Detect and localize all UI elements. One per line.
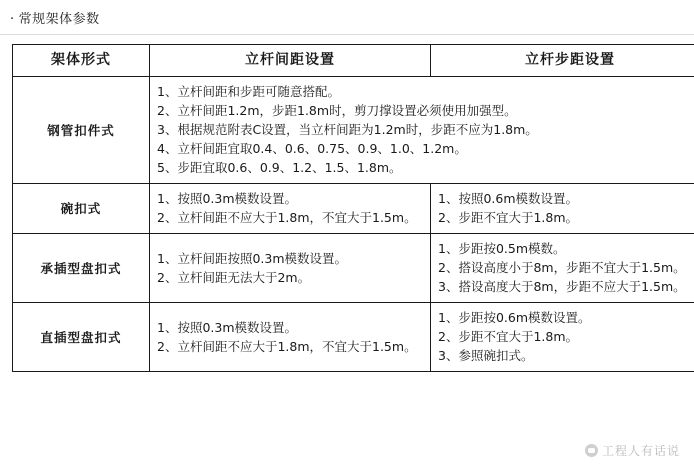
cell-line: 3、根据规范附表C设置，当立杆间距为1.2m时，步距不应为1.8m。 xyxy=(157,122,538,137)
column-header-form: 架体形式 xyxy=(13,45,150,77)
page-title xyxy=(10,12,100,28)
table-body xyxy=(13,77,694,372)
table-row xyxy=(13,184,694,234)
column-header-spacing: 立杆间距设置 xyxy=(150,45,431,77)
header-divider xyxy=(0,34,694,35)
cell-spacing-steel-pipe-coupler xyxy=(150,77,694,184)
cell-spacing-socket-disc-lock xyxy=(150,234,431,303)
column-header-step: 立杆步距设置 xyxy=(431,45,694,77)
cell-line: 2、立杆间距无法大于2m。 xyxy=(157,269,311,285)
table-header xyxy=(13,45,694,77)
watermark-text: 工程人有话说 xyxy=(601,444,680,458)
cell-step-straight-disc-lock xyxy=(431,303,694,372)
cell-spacing-straight-disc-lock xyxy=(150,303,431,372)
table-row xyxy=(13,77,694,184)
watermark xyxy=(585,442,680,459)
cell-line: 2、搭设高度小于8m，步距不宜大于1.5m。 xyxy=(438,260,686,275)
cell-line: 1、步距按0.5m模数。 xyxy=(438,241,566,256)
cell-step-socket-disc-lock xyxy=(431,234,694,303)
cell-line: 2、步距不宜大于1.8m。 xyxy=(438,329,579,344)
cell-line: 5、步距宜取0.6、0.9、1.2、1.5、1.8m。 xyxy=(157,160,402,175)
cell-spacing-bowl-coupler xyxy=(150,184,431,234)
cell-line: 2、步距不宜大于1.8m。 xyxy=(438,210,579,225)
cell-line: 1、按照0.3m模数设置。 xyxy=(157,319,298,335)
table-header-row xyxy=(13,45,694,77)
cell-line: 1、按照0.6m模数设置。 xyxy=(438,191,579,206)
row-label-socket-disc-lock: 承插型盘扣式 xyxy=(13,234,150,303)
cell-line: 2、立杆间距不应大于1.8m，不宜大于1.5m。 xyxy=(157,210,417,225)
row-label-straight-disc-lock: 直插型盘扣式 xyxy=(13,303,150,372)
cell-line: 2、立杆间距不应大于1.8m，不宜大于1.5m。 xyxy=(157,338,417,354)
cell-line: 1、立杆间距和步距可随意搭配。 xyxy=(157,84,340,99)
row-label-steel-pipe-coupler: 钢管扣件式 xyxy=(13,77,150,184)
watermark-logo-icon xyxy=(585,444,598,457)
cell-line: 2、立杆间距1.2m，步距1.8m时，剪刀撑设置必须使用加强型。 xyxy=(157,103,517,118)
row-label-bowl-coupler: 碗扣式 xyxy=(13,184,150,234)
cell-line: 1、按照0.3m模数设置。 xyxy=(157,191,298,206)
parameters-table xyxy=(12,44,694,372)
cell-line: 1、立杆间距按照0.3m模数设置。 xyxy=(157,250,348,266)
table-row xyxy=(13,234,694,303)
cell-line: 3、搭设高度大于8m，步距不应大于1.5m。 xyxy=(438,279,686,294)
cell-line: 3、参照碗扣式。 xyxy=(438,348,534,363)
cell-line: 1、步距按0.6m模数设置。 xyxy=(438,310,591,325)
bullet-marker: · xyxy=(10,12,15,27)
cell-line: 4、立杆间距宜取0.4、0.6、0.75、0.9、1.0、1.2m。 xyxy=(157,141,467,156)
table-row xyxy=(13,303,694,372)
page-title-text: 常规架体参数 xyxy=(18,12,100,27)
cell-step-bowl-coupler xyxy=(431,184,694,234)
